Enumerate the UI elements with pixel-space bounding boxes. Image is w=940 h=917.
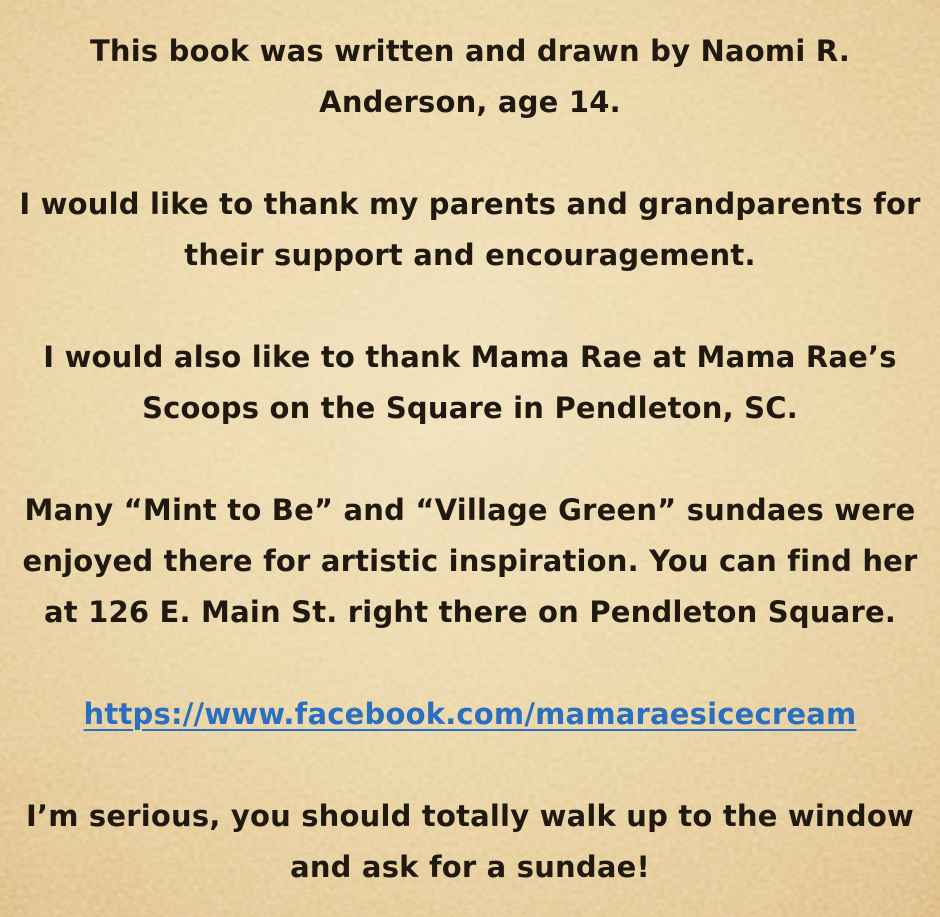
- text-line: I’m serious, you should totally walk up to the window: [26, 799, 914, 833]
- link-line: [0, 689, 940, 740]
- paragraph-facebook-link: [0, 689, 940, 740]
- text-line: I would also like to thank Mama Rae at Mama Rae’s: [43, 340, 897, 374]
- text-line: Anderson, age 14.: [319, 85, 621, 119]
- text-line: at 126 E. Main St. right there on Pendleton Square.: [43, 595, 897, 629]
- text-line: enjoyed there for artistic inspiration. You can find her: [22, 544, 918, 578]
- text-line: and ask for a sundae!: [290, 850, 650, 884]
- text-line: Many “Mint to Be” and “Village Green” sundaes were: [24, 493, 916, 527]
- facebook-link[interactable]: https://www.facebook.com/mamaraesicecream: [83, 697, 857, 731]
- paragraph-sundae-inspiration: [0, 485, 940, 638]
- text-line: their support and encouragement.: [184, 238, 756, 272]
- paragraph-family-thanks: [0, 179, 940, 281]
- paragraph-mama-rae-thanks: [0, 332, 940, 434]
- text-line: Scoops on the Square in Pendleton, SC.: [142, 391, 798, 425]
- paragraph-author-credit: [0, 26, 940, 128]
- paragraph-closing: [0, 791, 940, 893]
- text-line: This book was written and drawn by Naomi R.: [89, 34, 851, 68]
- text-line: I would like to thank my parents and grandparents for: [19, 187, 921, 221]
